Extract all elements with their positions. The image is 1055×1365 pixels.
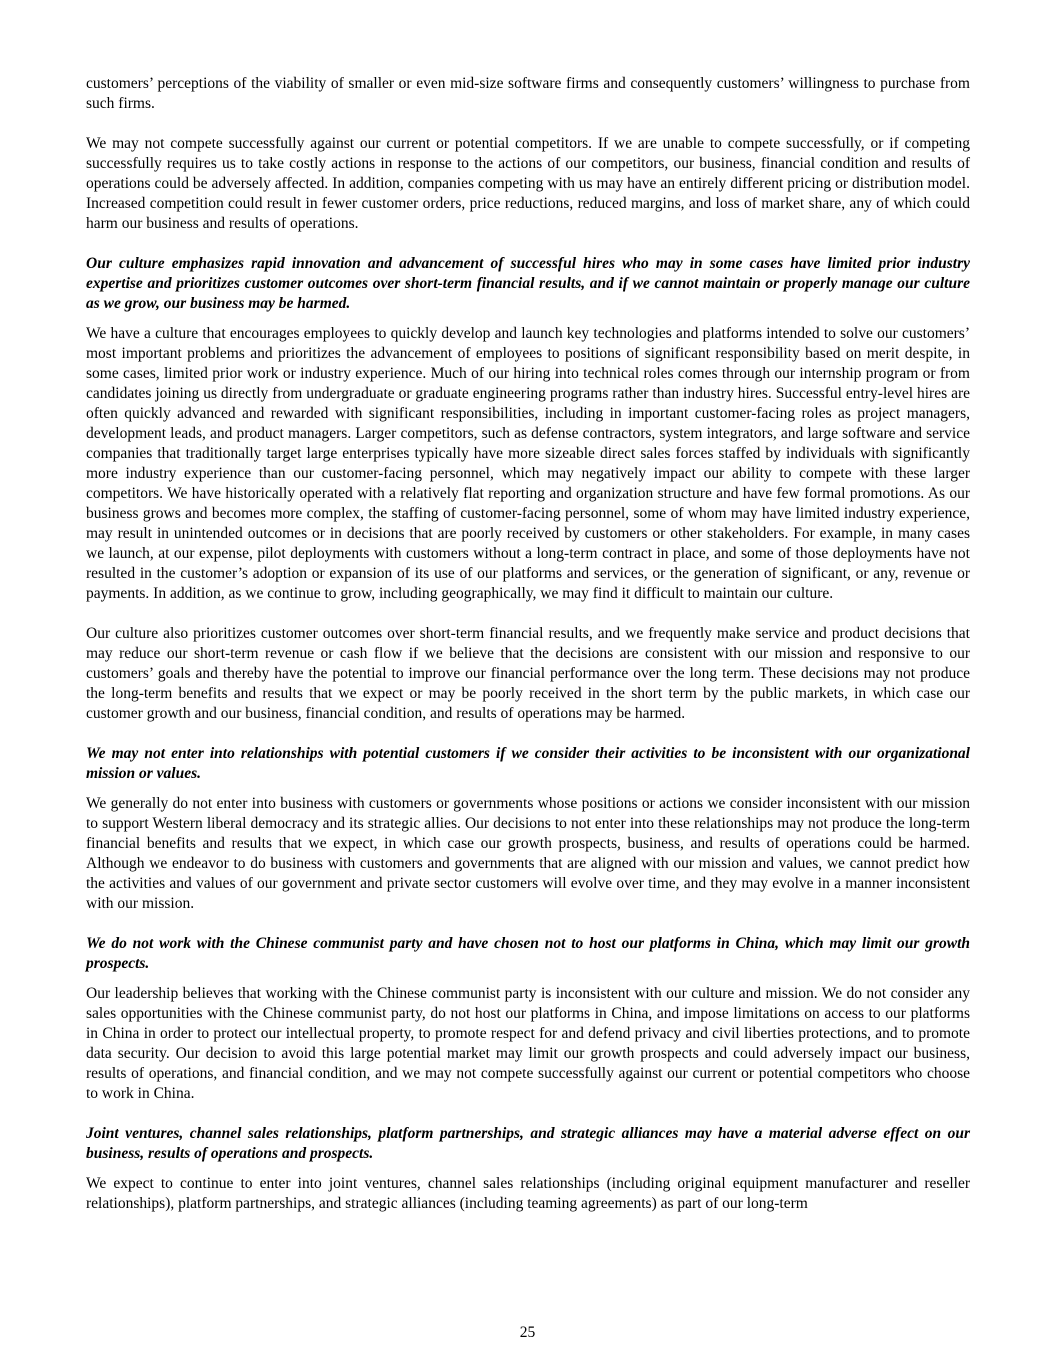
paragraph-china: Our leadership believes that working with the Chinese communist party is inconsistent with our culture and mission. We do not consider any sales opportunities with the Chinese communist party, do not host our platforms in China, and impose limitations on access to our platforms in China in order to protect our intellectual property, to promote respect for and defend privacy and civil liberties protections, and to promote data security. Our decision to avoid this large potential market may limit our growth prospects and could adversely impact our business, results of operations, and financial condition, and we may not compete successfully against our current or potential competitors who choose to work in China. [86,985,970,1102]
heading-culture: Our culture emphasizes rapid innovation and advancement of successful hires who may in some cases have limited prior industry expertise and prioritizes customer outcomes over short-term financial results, and if we cannot maintain or properly manage our culture as we grow, our business may be harmed. [86,255,970,312]
heading-relationships: We may not enter into relationships with potential customers if we consider their activities to be inconsistent with our organizational mission or values. [86,745,970,782]
page-number: 25 [519,1324,536,1341]
paragraph-competition: We may not compete successfully against our current or potential competitors. If we are unable to compete successfully, or if competing successfully requires us to take costly actions in response to the actions of our competitors, our business, financial condition and results of operations could be adversely affected. In addition, companies competing with us may have an entirely different pricing or distribution model. Increased competition could result in fewer customer orders, price reductions, reduced margins, and loss of market share, any of which could harm our business and results of operations. [86,135,970,232]
paragraph-customer-perceptions: customers’ perceptions of the viability of smaller or even mid-size software firms and consequently customers’ willingness to purchase from such firms. [86,75,970,112]
heading-china: We do not work with the Chinese communist party and have chosen not to host our platforms in China, which may limit our growth prospects. [86,935,970,972]
heading-joint-ventures: Joint ventures, channel sales relationships, platform partnerships, and strategic alliances may have a material adverse effect on our business, results of operations and prospects. [86,1125,970,1162]
paragraph-relationships: We generally do not enter into business with customers or governments whose positions or actions we consider inconsistent with our mission to support Western liberal democracy and its strategic allies. Our decisions to not enter into these relationships may not produce the long-term financial benefits and results that we expect, in which case our growth prospects, business, and results of operations could be harmed. Although we endeavor to do business with customers and governments that are aligned with our mission and values, we cannot predict how the activities and values of our government and private sector customers will evolve over time, and they may evolve in a manner inconsistent with our mission. [86,795,970,912]
paragraph-culture-outcomes: Our culture also prioritizes customer outcomes over short-term financial results, and we frequently make service and product decisions that may reduce our short-term revenue or cash flow if we believe that the decisions are consistent with our mission and responsive to our customers’ goals and thereby have the potential to improve our financial performance over the long term. These decisions may not produce the long-term benefits and results that we expect or may be poorly received in the short term by the public markets, in which case our customer growth and our business, financial condition, and results of operations may be harmed. [86,625,970,722]
paragraph-culture: We have a culture that encourages employees to quickly develop and launch key technologies and platforms intended to solve our customers’ most important problems and prioritizes the advancement of employees to positions of significant responsibility based on merit despite, in some cases, limited prior work or industry experience. Much of our hiring into technical roles comes through our internship program or from candidates joining us directly from undergraduate or graduate engineering programs rather than industry hires. Successful entry-level hires are often quickly advanced and rewarded with significant responsibilities, including in important customer-facing roles as project managers, development leads, and product managers. Larger competitors, such as defense contractors, system integrators, and large software and service companies that traditionally target large enterprises typically have more sizeable direct sales forces staffed by individuals with significantly more industry experience than our customer-facing personnel, which may negatively impact our ability to compete with these larger competitors. We have historically operated with a relatively flat reporting and organization structure and have few formal promotions. As our business grows and becomes more complex, the staffing of customer-facing personnel, some of whom may have limited industry experience, may result in unintended outcomes or in decisions that are poorly received by customers or other stakeholders. For example, in many cases we launch, at our expense, pilot deployments with customers without a long-term contract in place, and some of those deployments have not resulted in the customer’s adoption or expansion of its use of our platforms and services, or the generation of significant, or any, revenue or payments. In addition, as we continue to grow, including geographically, we may find it difficult to maintain our culture. [86,325,970,602]
paragraph-joint-ventures: We expect to continue to enter into joint ventures, channel sales relationships (including original equipment manufacturer and reseller relationships), platform partnerships, and strategic alliances (including teaming agreements) as part of our long-term [86,1175,970,1212]
document-page [86,74,970,1214]
